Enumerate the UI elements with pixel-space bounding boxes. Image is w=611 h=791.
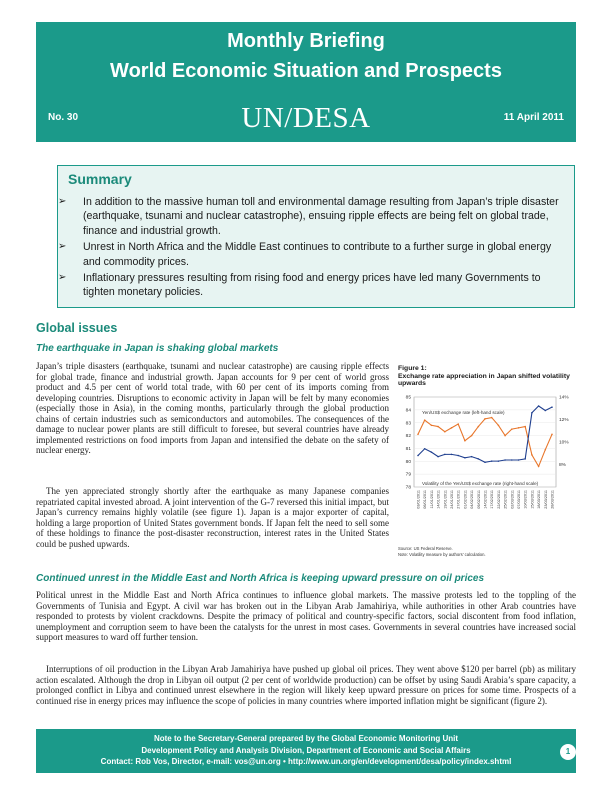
data-point-yen	[484, 418, 486, 420]
data-point-yen	[511, 428, 513, 430]
x-tick-label: 19/01/2011	[443, 490, 448, 509]
x-tick-label: 27/01/2011	[456, 490, 461, 509]
data-point-yen	[538, 466, 540, 468]
data-point-volatility	[551, 406, 553, 408]
paragraph-japan-2: The yen appreciated strongly shortly after the earthquake as many Japanese companies repatriated capital invested abroad. A joint intervention of the G-7 reversed this initial impact, but Japan’s currency remains highly volatile (see figure 1). Japan is a major exporter of capital, holding a large proportion of United States government bonds. If Japan felt the need to sell some of these holdings to finance the post-disaster reconstruction, interest rates in the United States could be pushed upwards.	[36, 486, 389, 549]
subheading-unrest: Continued unrest in the Middle East and North Africa is keeping upward pressure on oil prices	[36, 573, 485, 584]
x-tick-label: 25/02/2011	[503, 490, 508, 509]
summary-item	[58, 271, 570, 300]
data-point-yen	[437, 426, 439, 428]
y-tick-label-right: 12%	[559, 418, 569, 424]
y-tick-label-left: 80	[405, 459, 411, 465]
data-point-volatility	[444, 454, 446, 456]
x-tick-label: 11/01/2011	[429, 490, 434, 509]
x-tick-label: 07/03/2011	[517, 490, 521, 509]
y-tick-label-left: 83	[405, 421, 411, 427]
data-point-yen	[457, 423, 459, 425]
data-point-yen	[531, 454, 533, 456]
figure-source: Source: US Federal Reserve.	[398, 546, 453, 551]
y-tick-label-left: 82	[405, 434, 411, 440]
data-point-volatility	[451, 454, 453, 456]
figure-note: Note: Volatility measure by authors’ calculation.	[398, 552, 486, 557]
data-point-volatility	[464, 457, 466, 459]
x-tick-label: 24/01/2011	[450, 490, 454, 509]
y-tick-label-left: 85	[405, 395, 411, 401]
x-tick-label: 10/03/2011	[523, 490, 528, 509]
x-tick-label: 02/03/2011	[510, 490, 515, 509]
data-point-volatility	[545, 410, 547, 412]
data-point-yen	[498, 424, 500, 426]
x-tick-label: 23/03/2011	[543, 490, 548, 509]
arrow-bullet-icon: ➢	[58, 272, 67, 284]
data-point-volatility	[457, 455, 459, 457]
data-point-yen	[524, 426, 526, 428]
issue-number: No. 30	[48, 112, 79, 123]
summary-heading: Summary	[68, 171, 132, 187]
x-tick-label: 22/02/2011	[496, 490, 501, 509]
data-point-yen	[478, 426, 480, 428]
data-point-yen	[424, 419, 426, 421]
figure-caption: Exchange rate appreciation in Japan shifted volatility upwards	[398, 372, 570, 388]
footer	[36, 729, 576, 773]
issue-date: 11 April 2011	[503, 112, 564, 123]
data-point-yen	[491, 417, 493, 419]
y-tick-label-left: 78	[405, 485, 411, 491]
data-point-yen	[431, 424, 433, 426]
data-point-volatility	[437, 456, 439, 458]
data-point-volatility	[431, 451, 433, 453]
data-point-yen	[464, 440, 466, 442]
data-point-yen	[417, 433, 419, 435]
data-point-volatility	[511, 459, 513, 461]
paragraph-unrest-1: Political unrest in the Middle East and North Africa continues to influence global markets. The massive protests led to the toppling of the Governments of Tunisia and Egypt. A civil war has broken out in the Libyan Arab Jamahiriya, while authorities in other Arab countries have responded to protests by violent crackdowns. Despite the primacy of political and country-specific factors, social discontent from food inflation, unemployment and corruption seem to have been the catalysts for the unrest in most cases. Governments in several countries have increased social support measures to ward off further tension.	[36, 590, 576, 642]
data-point-volatility	[484, 461, 486, 463]
data-point-yen	[504, 435, 506, 437]
data-point-volatility	[471, 456, 473, 458]
y-tick-label-right: 10%	[559, 440, 569, 446]
data-point-volatility	[531, 412, 533, 414]
x-tick-label: 15/03/2011	[530, 490, 535, 509]
data-point-volatility	[518, 459, 520, 461]
summary-item	[58, 240, 570, 269]
paragraph-unrest-2: Interruptions of oil production in the Libyan Arab Jamahiriya have pushed up global oil prices. They went above $120 per barrel (pb) as military action escalated. Although the drop in Libyan oil output (2 per cent of worldwide production) can be offset by using Saudi Arabia’s spare capacity, a prolonged conflict in Libya and continued unrest elsewhere in the region will likely keep upward pressure on prices for some time. Prospects of a continued rise in energy prices may influence the scope of policies in many countries where imported inflation might be significant (figure 2).	[36, 664, 576, 706]
x-tick-label: 28/03/2011	[550, 490, 555, 509]
data-point-volatility	[538, 405, 540, 407]
legend-label-yen: Yen/US$ exchange rate (left-hand scale)	[422, 410, 505, 415]
page-number-badge: 1	[560, 744, 576, 760]
x-tick-label: 09/02/2011	[476, 490, 481, 509]
summary-box	[57, 165, 575, 308]
data-point-volatility	[498, 460, 500, 462]
data-point-yen	[518, 427, 520, 429]
y-tick-label-left: 84	[405, 408, 411, 414]
summary-item-text: Inflationary pressures resulting from rising food and energy prices have led many Governments to tighten monetary policies.	[83, 272, 541, 299]
footer-line-2: Development Policy and Analysis Division, Department of Economic and Social Affairs	[141, 745, 471, 755]
footer-contact: Contact: Rob Vos, Director, e-mail: vos@un.org • http://www.un.org/en/development/desa/policy/index.shtml	[100, 757, 512, 766]
y-tick-label-left: 81	[405, 447, 411, 453]
x-tick-label: 03/01/2011	[416, 490, 421, 509]
data-point-yen	[471, 435, 473, 437]
subheading-japan: The earthquake in Japan is shaking global markets	[36, 343, 279, 354]
y-tick-label-right: 8%	[559, 463, 566, 469]
x-tick-label: 17/02/2011	[490, 490, 495, 509]
summary-item-text: Unrest in North Africa and the Middle East continues to contribute to a further surge in global energy and commodity prices.	[83, 241, 552, 268]
summary-item-text: In addition to the massive human toll and environmental damage resulting from Japan’s triple disaster (earthquake, tsunami and nuclear catastrophe), ensuing ripple effects are being felt on global trade, finance and industrial growth.	[83, 196, 559, 237]
data-point-volatility	[491, 460, 493, 462]
x-tick-label: 14/02/2011	[483, 490, 488, 509]
x-tick-label: 06/01/2011	[423, 490, 428, 509]
masthead	[36, 22, 576, 142]
footer-line-1: Note to the Secretary-General prepared by the Global Economic Monitoring Unit	[153, 734, 459, 743]
data-point-yen	[444, 431, 446, 433]
section-heading-global-issues: Global issues	[36, 321, 118, 335]
x-tick-label: 18/03/2011	[537, 490, 542, 509]
arrow-bullet-icon: ➢	[58, 241, 67, 253]
x-tick-label: 04/02/2011	[470, 490, 475, 509]
legend-label-volatility: Volatility of the Yen/US$ exchange rate (right-hand scale)	[422, 481, 539, 486]
data-point-volatility	[504, 459, 506, 461]
data-point-yen	[551, 433, 553, 435]
masthead-title-line1: Monthly Briefing	[227, 30, 385, 52]
masthead-title-line2: World Economic Situation and Prospects	[110, 60, 502, 82]
summary-item	[58, 195, 570, 238]
exchange-rate-chart	[398, 390, 576, 565]
y-tick-label-left: 79	[405, 472, 411, 478]
arrow-bullet-icon: ➢	[58, 196, 67, 207]
data-point-volatility	[417, 455, 419, 457]
figure-label: Figure 1:	[398, 365, 427, 372]
y-tick-label-right: 14%	[559, 395, 569, 401]
undesa-logo: UN/DESA	[241, 102, 371, 134]
data-point-volatility	[424, 448, 426, 450]
x-tick-label: 01/02/2011	[463, 490, 468, 509]
figure-1	[398, 365, 576, 565]
x-tick-label: 14/01/2011	[436, 490, 441, 509]
data-point-volatility	[524, 458, 526, 460]
data-point-volatility	[478, 458, 480, 460]
summary-list	[58, 195, 570, 302]
paragraph-japan-1: Japan’s triple disasters (earthquake, tsunami and nuclear catastrophe) are causing ripple effects for global trade, finance and industrial growth. Japan accounts for 9 per cent of world gross product and 4.5 per cent of world total trade, with 60 per cent of its imports coming from developing countries. Disruptions to economic activity in Japan will be felt by many economies (especially those in Asia), in the coming months, particularly through the global production chains of certain industries such as semiconductors and automobiles. The consequences of the damage to nuclear power plants are still difficult to foresee, but several countries have already implemented restrictions on food imports from Japan and intensified the debate on the safety of nuclear energy.	[36, 361, 389, 455]
data-point-yen	[451, 427, 453, 429]
data-point-yen	[545, 449, 547, 451]
